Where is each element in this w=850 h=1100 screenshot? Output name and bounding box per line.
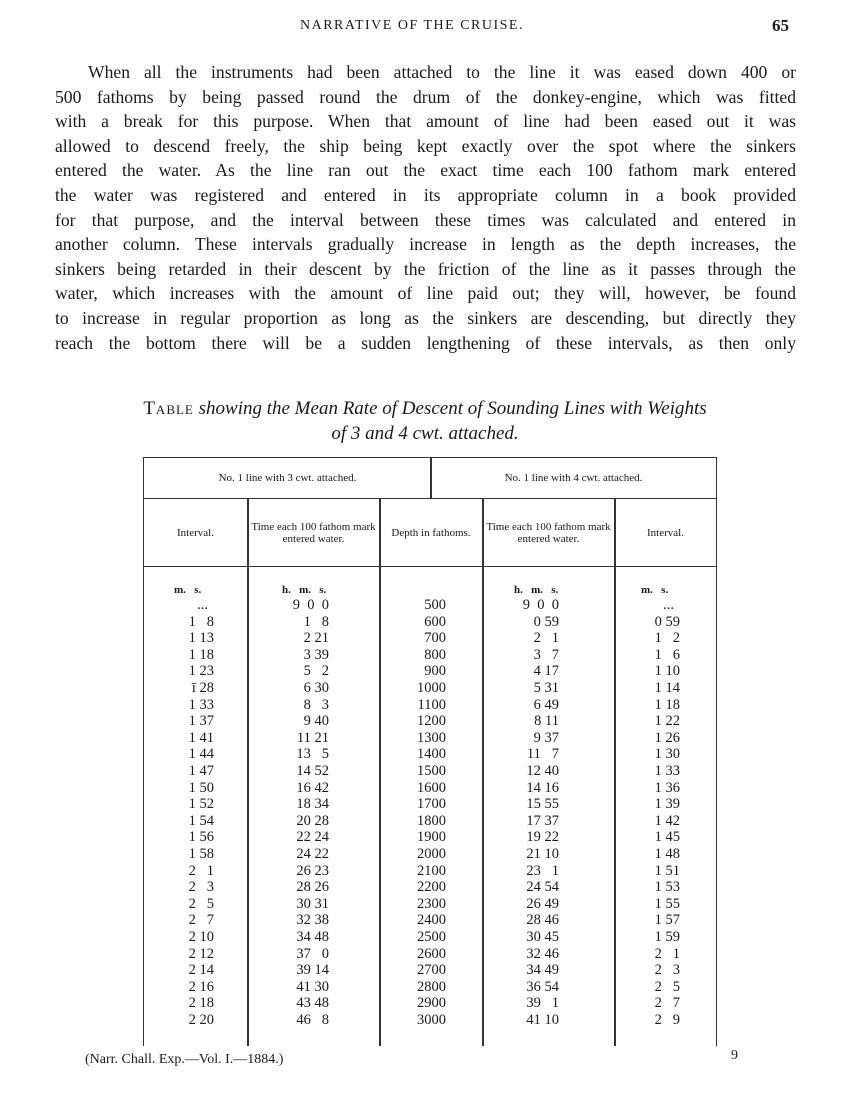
cell-depth: 1200 (417, 713, 446, 730)
cell-interval-3cwt: 1 50 (188, 779, 214, 796)
cell-interval-4cwt: 1 6 (654, 646, 680, 663)
column-rule (482, 499, 484, 1046)
cell-depth: 600 (424, 613, 446, 630)
cell-interval-4cwt: 1 26 (654, 729, 680, 746)
cell-time-4cwt: 36 54 (526, 978, 559, 995)
cell-interval-3cwt: 1 47 (188, 763, 214, 779)
cell-time-3cwt: 39 14 (296, 962, 329, 979)
paragraph-line (55, 208, 796, 233)
cell-depth: 900 (424, 663, 446, 680)
cell-time-4cwt: 26 49 (526, 895, 559, 912)
cell-time-4cwt: 8 11 (534, 713, 559, 730)
cell-interval-4cwt: 1 42 (654, 812, 680, 829)
cell-time-3cwt: 5 2 (303, 663, 329, 680)
cell-time-4cwt: 4 17 (533, 663, 559, 680)
cell-interval-3cwt: 2 16 (188, 978, 214, 995)
cell-time-3cwt: 22 24 (296, 829, 329, 846)
cell-time-3cwt: 24 22 (296, 846, 329, 862)
cell-interval-4cwt: 1 18 (654, 696, 680, 713)
cell-time-3cwt: 11 21 (296, 729, 329, 746)
cell-interval-4cwt: 2 7 (654, 995, 680, 1012)
paragraph-line-text: When all the instruments had been attached to the line it was eased down 400 or (88, 62, 796, 82)
paragraph-line-text: water, which increases with the amount of line paid out; they will, however, be found (55, 283, 796, 304)
cell-interval-3cwt: 2 3 (188, 879, 214, 896)
paragraph-line (55, 183, 796, 208)
cell-depth: 800 (424, 646, 446, 663)
cell-time-4cwt: 24 54 (526, 879, 559, 896)
cell-time-4cwt: 11 7 (526, 746, 559, 763)
col-header-interval-left: Interval. (144, 499, 247, 567)
cell-interval-4cwt: ... (663, 597, 674, 613)
group-header-3cwt: No. 1 line with 3 cwt. attached. (144, 458, 431, 499)
cell-interval-4cwt: 1 22 (654, 713, 680, 730)
paragraph-line-text: 500 fathoms by being passed round the drum of the donkey-engine, which was fitted (55, 86, 796, 107)
cell-interval-3cwt: 1 54 (188, 812, 214, 829)
units-interval-left: m. s. (174, 584, 202, 596)
cell-time-3cwt: 9 40 (303, 713, 329, 730)
cell-interval-3cwt: 2 12 (188, 945, 214, 962)
cell-time-4cwt: 32 46 (526, 945, 559, 962)
cell-time-3cwt: 2 21 (303, 630, 329, 647)
cell-depth: 1100 (417, 696, 446, 713)
paragraph-line-text: the water was registered and entered in its appropriate column in a book provided (55, 184, 796, 205)
paragraph-line (55, 158, 796, 183)
cell-depth: 700 (424, 630, 446, 647)
paragraph-line-text: allowed to descend freely, the ship being kept exactly over the spot where the sinkers (55, 135, 796, 156)
cell-time-3cwt: 20 28 (296, 812, 329, 829)
footer-citation: (Narr. Chall. Exp.—Vol. I.—1884.) (85, 1052, 284, 1067)
cell-depth: 2500 (417, 929, 446, 945)
cell-depth: 1600 (417, 779, 446, 796)
cell-interval-3cwt: 1 8 (188, 613, 214, 630)
cell-interval-3cwt: 1 44 (188, 746, 214, 763)
cell-interval-4cwt: 1 51 (654, 862, 680, 879)
cell-time-3cwt: 37 0 (296, 945, 329, 962)
descent-table (143, 457, 717, 1046)
cell-time-4cwt: 41 10 (526, 1012, 559, 1028)
cell-interval-4cwt: 1 39 (654, 796, 680, 813)
units-time-left: h. m. s. (282, 584, 327, 596)
column-rule (379, 499, 381, 1046)
paragraph-line (55, 85, 796, 110)
cell-depth: 1900 (417, 829, 446, 846)
cell-interval-4cwt: 1 2 (654, 630, 680, 647)
page-number: 65 (772, 16, 789, 35)
cell-time-4cwt: 21 10 (526, 846, 559, 862)
cell-time-4cwt: 39 1 (526, 995, 559, 1012)
cell-interval-4cwt: 1 57 (654, 912, 680, 929)
paragraph-line-text: reach the bottom there will be a sudden lengthening of these intervals, as then only (55, 332, 796, 353)
cell-time-3cwt: 3 39 (303, 646, 329, 663)
paragraph-line-text: for that purpose, and the interval between these times was calculated and entered in (55, 209, 796, 230)
column-rule (247, 499, 249, 1046)
cell-time-4cwt: 28 46 (526, 912, 559, 929)
paragraph-line-text: sinkers being retarded in their descent by the friction of the line as it passes through the (55, 258, 796, 279)
table-caption-lead: Table (143, 398, 194, 419)
cell-time-4cwt: 14 16 (526, 779, 559, 796)
column-rule (614, 499, 616, 1046)
body-paragraph (55, 60, 796, 355)
paragraph-line (55, 109, 796, 134)
cell-depth: 1400 (417, 746, 446, 763)
cell-depth: 2400 (417, 912, 446, 929)
cell-interval-4cwt: 1 33 (654, 763, 680, 779)
cell-interval-4cwt: 1 10 (654, 663, 680, 680)
cell-interval-4cwt: 1 45 (654, 829, 680, 846)
cell-interval-3cwt: 2 7 (188, 912, 214, 929)
cell-depth: 2900 (417, 995, 446, 1012)
paragraph-line-text: entered the water. As the line ran out the exact time each 100 fathom mark entered (55, 160, 796, 181)
cell-time-3cwt: 34 48 (296, 929, 329, 945)
cell-depth: 2800 (417, 978, 446, 995)
paragraph-line (55, 232, 796, 257)
cell-interval-3cwt: 2 14 (188, 962, 214, 979)
cell-time-4cwt: 2 1 (533, 630, 559, 647)
cell-interval-3cwt: 1 58 (188, 846, 214, 862)
cell-time-4cwt: 9 0 0 (522, 597, 559, 613)
cell-interval-3cwt: 1 41 (188, 729, 214, 746)
col-header-time-left: Time each 100 fathom mark entered water. (248, 499, 379, 567)
cell-time-4cwt: 3 7 (533, 646, 559, 663)
cell-time-3cwt: 18 34 (296, 796, 329, 813)
cell-depth: 2200 (417, 879, 446, 896)
cell-time-3cwt: 16 42 (296, 779, 329, 796)
cell-interval-3cwt: 1 18 (188, 646, 214, 663)
cell-time-3cwt: 46 8 (296, 1012, 329, 1028)
cell-time-3cwt: 14 52 (296, 763, 329, 779)
paragraph-line (55, 306, 796, 331)
cell-depth: 2700 (417, 962, 446, 979)
cell-interval-4cwt: 2 3 (654, 962, 680, 979)
cell-time-4cwt: 15 55 (526, 796, 559, 813)
cell-time-4cwt: 34 49 (526, 962, 559, 979)
cell-time-4cwt: 9 37 (533, 729, 559, 746)
table-caption-text-2: of 3 and 4 cwt. attached. (331, 423, 519, 444)
units-interval-right: m. s. (641, 584, 669, 596)
cell-interval-4cwt: 2 5 (654, 978, 680, 995)
cell-depth: 2600 (417, 945, 446, 962)
col-header-time-right: Time each 100 fathom mark entered water. (483, 499, 614, 567)
cell-interval-3cwt: 1 23 (188, 663, 214, 680)
cell-time-4cwt: 17 37 (526, 812, 559, 829)
cell-interval-4cwt: 1 53 (654, 879, 680, 896)
cell-time-4cwt: 6 49 (533, 696, 559, 713)
cell-time-3cwt: 28 26 (296, 879, 329, 896)
paragraph-line (55, 60, 796, 85)
cell-depth: 3000 (417, 1012, 446, 1028)
cell-interval-4cwt: 2 9 (654, 1012, 680, 1028)
cell-interval-3cwt: 2 20 (188, 1012, 214, 1028)
table-caption-text: showing the Mean Rate of Descent of Sounding Lines with Weights (193, 398, 707, 419)
cell-time-3cwt: 6 30 (303, 680, 329, 696)
cell-time-3cwt: 9 0 0 (292, 597, 329, 613)
cell-interval-3cwt: 1 33 (188, 696, 214, 713)
cell-time-3cwt: 32 38 (296, 912, 329, 929)
paragraph-line-text: with a break for this purpose. When that amount of line had been eased out it was (55, 111, 796, 132)
cell-interval-3cwt: 1 56 (188, 829, 214, 846)
cell-time-4cwt: 23 1 (526, 862, 559, 879)
cell-depth: 2000 (417, 846, 446, 862)
cell-time-4cwt: 12 40 (526, 763, 559, 779)
cell-time-3cwt: 8 3 (303, 696, 329, 713)
col-header-depth: Depth in fathoms. (380, 499, 482, 567)
paragraph-line (55, 331, 796, 356)
cell-interval-3cwt: 1 37 (188, 713, 214, 730)
units-time-right: h. m. s. (514, 584, 559, 596)
cell-interval-3cwt: 2 10 (188, 929, 214, 945)
cell-depth: 1000 (417, 680, 446, 696)
cell-interval-3cwt: ... (197, 597, 208, 613)
cell-time-3cwt: 13 5 (296, 746, 329, 763)
cell-time-3cwt: 26 23 (296, 862, 329, 879)
cell-interval-3cwt: 2 5 (188, 895, 214, 912)
cell-time-4cwt: 19 22 (526, 829, 559, 846)
cell-depth: 500 (424, 597, 446, 613)
cell-interval-3cwt: 2 18 (188, 995, 214, 1012)
paragraph-line-text: another column. These intervals gradually increase in length as the depth increases, the (55, 234, 796, 255)
table-caption-line-1 (0, 398, 850, 420)
cell-time-4cwt: 5 31 (533, 680, 559, 696)
cell-interval-4cwt: 1 36 (654, 779, 680, 796)
cell-depth: 1500 (417, 763, 446, 779)
signature-mark: 9 (731, 1048, 738, 1063)
table-caption-line-2 (0, 423, 850, 445)
cell-depth: 2100 (417, 862, 446, 879)
cell-time-4cwt: 30 45 (526, 929, 559, 945)
cell-time-3cwt: 1 8 (303, 613, 329, 630)
col-header-interval-right: Interval. (615, 499, 716, 567)
cell-depth: 1300 (417, 729, 446, 746)
running-title: NARRATIVE OF THE CRUISE. (300, 18, 524, 33)
group-divider (430, 458, 432, 498)
paragraph-line (55, 281, 796, 306)
cell-interval-3cwt: 1 13 (188, 630, 214, 647)
cell-depth: 1700 (417, 796, 446, 813)
group-header-4cwt: No. 1 line with 4 cwt. attached. (431, 458, 716, 499)
paragraph-line-text: to increase in regular proportion as long as the sinkers are descending, but directly they (55, 307, 796, 328)
cell-time-3cwt: 30 31 (296, 895, 329, 912)
paragraph-line (55, 257, 796, 282)
cell-time-3cwt: 41 30 (296, 978, 329, 995)
cell-depth: 2300 (417, 895, 446, 912)
cell-depth: 1800 (417, 812, 446, 829)
cell-interval-4cwt: 2 1 (654, 945, 680, 962)
paragraph-line (55, 134, 796, 159)
cell-interval-3cwt: ī 28 (191, 680, 214, 696)
cell-interval-4cwt: 1 48 (654, 846, 680, 862)
running-header (0, 18, 850, 40)
cell-interval-4cwt: 1 14 (654, 680, 680, 696)
cell-interval-4cwt: 1 59 (654, 929, 680, 945)
cell-interval-4cwt: 1 30 (654, 746, 680, 763)
cell-time-3cwt: 43 48 (296, 995, 329, 1012)
cell-interval-3cwt: 2 1 (188, 862, 214, 879)
cell-interval-4cwt: 1 55 (654, 895, 680, 912)
cell-time-4cwt: 0 59 (533, 613, 559, 630)
cell-interval-4cwt: 0 59 (654, 613, 680, 630)
cell-interval-3cwt: 1 52 (188, 796, 214, 813)
